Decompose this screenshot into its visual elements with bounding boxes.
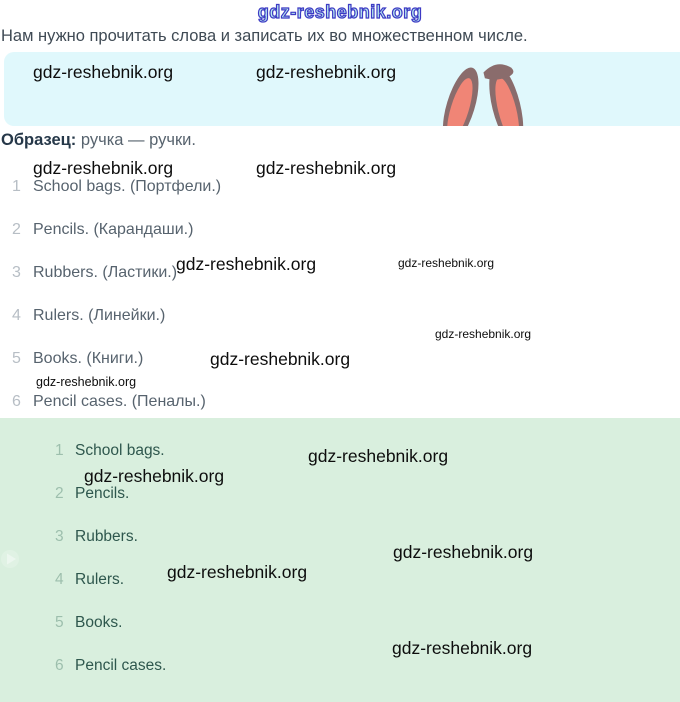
watermark: gdz-reshebnik.org bbox=[210, 349, 351, 369]
sample-label: Образец: bbox=[1, 131, 77, 149]
answer-item: Rubbers. (Ластики.) bbox=[33, 264, 178, 281]
sample-text: ручка — ручки. bbox=[76, 131, 196, 149]
textbook-number: 6 bbox=[55, 657, 64, 674]
answer-number: 1 bbox=[12, 178, 21, 195]
watermark: gdz-reshebnik.org bbox=[33, 158, 174, 178]
textbook-item: Rubbers. bbox=[75, 528, 138, 545]
answer-item: School bags. (Портфели.) bbox=[33, 178, 222, 195]
textbook-item: School bags. bbox=[75, 442, 165, 459]
answer-item: Rulers. (Линейки.) bbox=[33, 307, 166, 324]
watermark: gdz-reshebnik.org bbox=[392, 638, 533, 658]
textbook-number: 4 bbox=[55, 571, 64, 588]
answer-number: 3 bbox=[12, 264, 21, 281]
watermark: gdz-reshebnik.org bbox=[256, 158, 397, 178]
textbook-item: Books. bbox=[75, 614, 123, 631]
watermark: gdz-reshebnik.org bbox=[398, 256, 495, 270]
site-watermark-header: gdz-reshebnik.org bbox=[257, 2, 423, 22]
answer-number: 2 bbox=[12, 221, 21, 238]
sample-line bbox=[1, 131, 196, 150]
answer-item: Pencil cases. (Пеналы.) bbox=[33, 393, 206, 410]
rabbit-ears-icon bbox=[428, 60, 546, 126]
watermark: gdz-reshebnik.org bbox=[308, 446, 449, 466]
watermark: gdz-reshebnik.org bbox=[167, 562, 308, 582]
watermark: gdz-reshebnik.org bbox=[36, 375, 137, 389]
textbook-number: 3 bbox=[55, 528, 64, 545]
watermark: gdz-reshebnik.org bbox=[435, 327, 532, 341]
play-icon[interactable] bbox=[0, 548, 22, 570]
textbook-number: 2 bbox=[55, 485, 64, 502]
textbook-item: Pencil cases. bbox=[75, 657, 167, 674]
watermark: gdz-reshebnik.org bbox=[256, 62, 397, 82]
textbook-number: 1 bbox=[55, 442, 64, 459]
answer-item: Books. (Книги.) bbox=[33, 350, 144, 367]
textbook-item: Rulers. bbox=[75, 571, 125, 588]
answer-number: 5 bbox=[12, 350, 21, 367]
answer-number: 4 bbox=[12, 307, 21, 324]
watermark: gdz-reshebnik.org bbox=[33, 62, 174, 82]
textbook-number: 5 bbox=[55, 614, 64, 631]
answer-number: 6 bbox=[12, 393, 21, 410]
task-sentence: Нам нужно прочитать слова и записать их во множественном числе. bbox=[1, 27, 528, 45]
watermark: gdz-reshebnik.org bbox=[84, 466, 225, 486]
watermark: gdz-reshebnik.org bbox=[393, 542, 534, 562]
textbook-item: Pencils. bbox=[75, 485, 130, 502]
watermark: gdz-reshebnik.org bbox=[176, 254, 317, 274]
answer-item: Pencils. (Карандаши.) bbox=[33, 221, 194, 238]
